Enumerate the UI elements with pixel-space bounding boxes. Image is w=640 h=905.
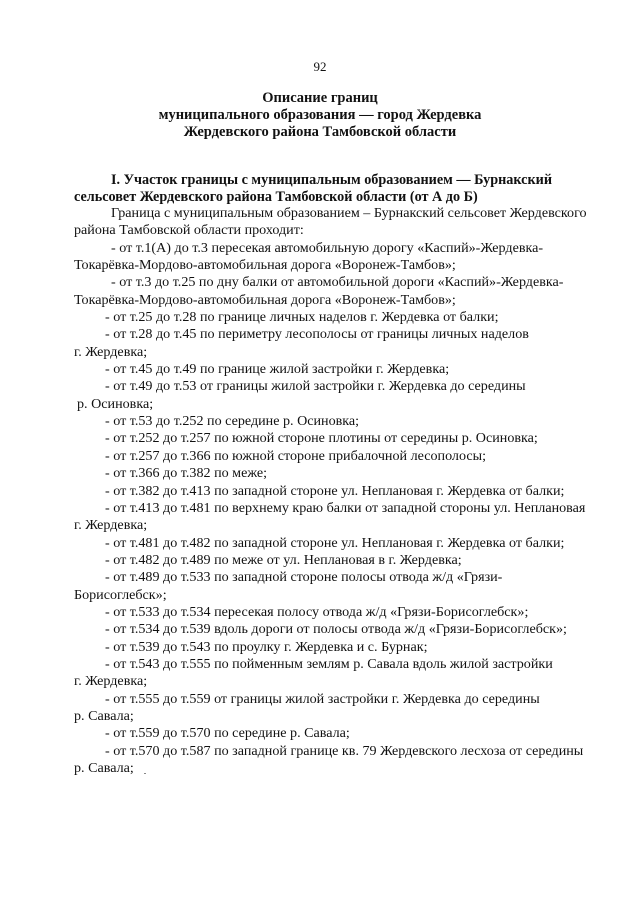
paragraph-line: района Тамбовской области проходит:	[74, 222, 304, 239]
list-item: - от т.252 до т.257 по южной стороне плотины от середины р. Осиновка;	[105, 430, 538, 447]
list-item-continuation: р. Осиновка;	[77, 395, 154, 412]
title-line: Жердевского района Тамбовской области	[183, 124, 457, 140]
list-item: - от т.53 до т.252 по середине р. Осиновка;	[105, 413, 360, 430]
paragraph-line: Граница с муниципальным образованием – Бурнакский сельсовет Жердевского	[111, 205, 587, 221]
list-item: - от т.3 до т.25 по дну балки от автомобильной дороги «Каспий»-Жердевка-	[111, 274, 564, 291]
list-item: - от т.482 до т.489 по меже от ул. Неплановая в г. Жердевка;	[105, 551, 462, 568]
section-heading-line: сельсовет Жердевского района Тамбовской области (от А до Б)	[74, 188, 478, 205]
page-number: 92	[313, 59, 327, 74]
list-item-continuation: Борисоглебск»;	[74, 586, 167, 603]
list-item: - от т.489 до т.533 по западной стороне полосы отвода ж/д «Грязи-	[105, 569, 503, 586]
list-item: - от т.570 до т.587 по западной границе кв. 79 Жердевского лесхоза от середины	[105, 742, 584, 759]
list-item-continuation: р. Савала;	[74, 760, 134, 776]
boundary-description	[74, 205, 614, 777]
list-item: - от т.45 до т.49 по границе жилой застройки г. Жердевка;	[105, 361, 450, 378]
list-item: - от т.539 до т.543 по проулку г. Жердевка и с. Бурнак;	[105, 638, 428, 655]
list-item-continuation: р. Савала;	[74, 707, 134, 724]
title-line: муниципального образования — город Жердевка	[158, 107, 482, 123]
list-item: - от т.366 до т.382 по меже;	[105, 465, 268, 482]
list-item: - от т.481 до т.482 по западной стороне ул. Неплановая г. Жердевка от балки;	[105, 534, 565, 551]
document-title	[0, 90, 640, 141]
list-item: - от т.555 до т.559 от границы жилой застройки г. Жердевка до середины	[105, 690, 540, 707]
list-item: - от т.543 до т.555 по пойменным землям р. Савала вдоль жилой застройки	[105, 655, 553, 672]
list-item: - от т.559 до т.570 по середине р. Савала;	[105, 725, 350, 742]
section-heading	[74, 172, 614, 205]
list-item-continuation: г. Жердевка;	[74, 343, 148, 360]
list-item-continuation: Токарёвка-Мордово-автомобильная дорога «Воронеж-Тамбов»;	[74, 291, 456, 308]
list-item: - от т.28 до т.45 по периметру лесополосы от границы личных наделов	[105, 326, 529, 343]
list-item: - от т.413 до т.481 по верхнему краю балки от западной стороны ул. Неплановая	[105, 499, 586, 516]
list-item-continuation: г. Жердевка;	[74, 517, 148, 534]
list-item: - от т.257 до т.366 по южной стороне прибалочной лесополосы;	[105, 447, 487, 464]
scan-artifact	[144, 773, 146, 774]
list-item: - от т.1(А) до т.3 пересекая автомобильную дорогу «Каспий»-Жердевка-	[111, 239, 544, 256]
section-heading-line: I. Участок границы с муниципальным образованием — Бурнакский	[111, 172, 553, 188]
list-item: - от т.382 до т.413 по западной стороне ул. Неплановая г. Жердевка от балки;	[105, 482, 565, 499]
list-item: - от т.25 до т.28 по границе личных наделов г. Жердевка от балки;	[105, 309, 499, 326]
list-item: - от т.534 до т.539 вдоль дороги от полосы отвода ж/д «Грязи-Борисоглебск»;	[105, 621, 567, 638]
title-line: Описание границ	[262, 90, 378, 106]
list-item: - от т.533 до т.534 пересекая полосу отвода ж/д «Грязи-Борисоглебск»;	[105, 603, 529, 620]
list-item: - от т.49 до т.53 от границы жилой застройки г. Жердевка до середины	[105, 378, 526, 395]
list-item-continuation: Токарёвка-Мордово-автомобильная дорога «Воронеж-Тамбов»;	[74, 257, 456, 274]
list-item-continuation: г. Жердевка;	[74, 673, 148, 690]
